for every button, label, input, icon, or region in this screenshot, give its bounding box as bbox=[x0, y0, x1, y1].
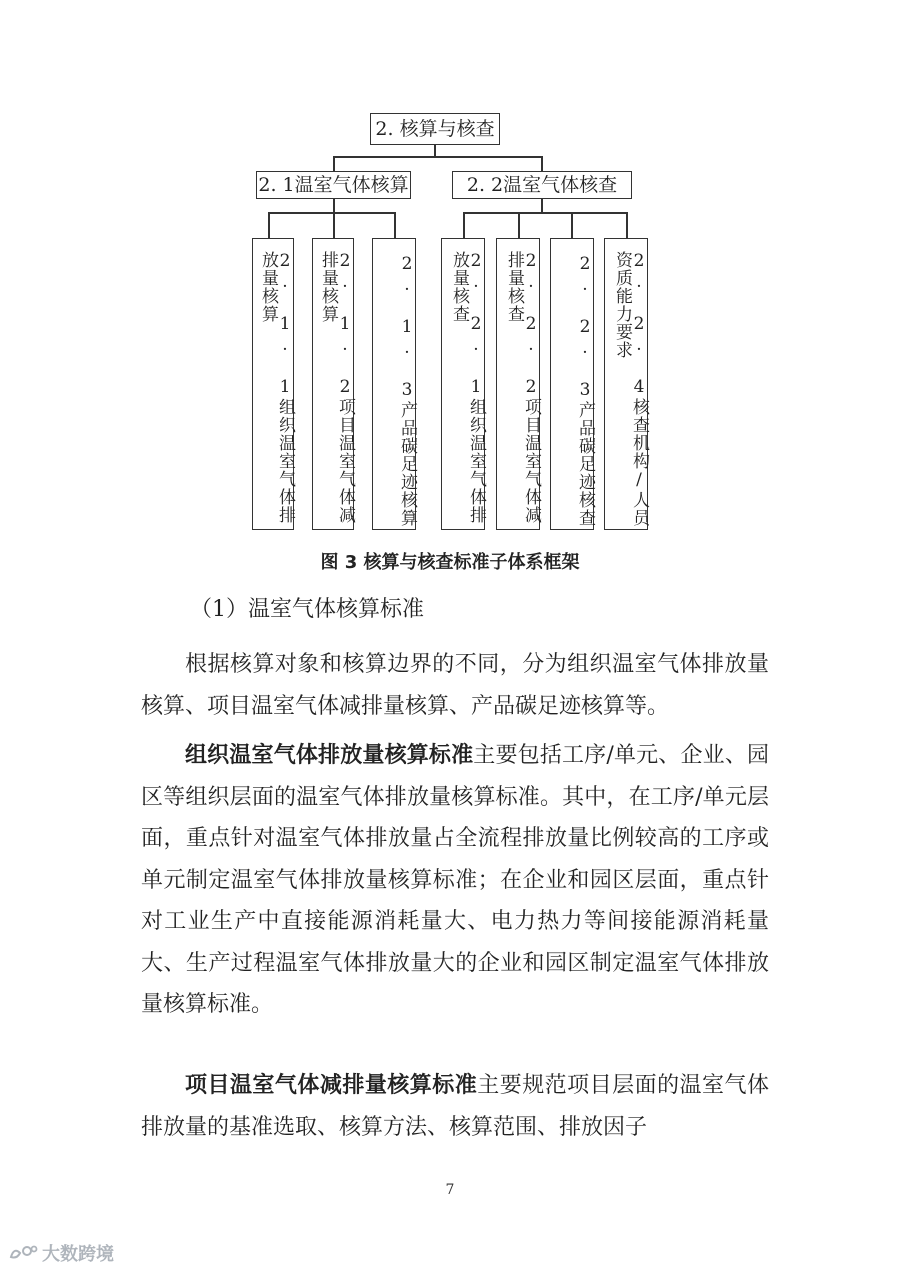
figure-caption: 图 3 核算与核查标准子体系框架 bbox=[320, 552, 580, 573]
watermark-text: 大数跨境 bbox=[42, 1244, 114, 1265]
section-heading: （1）温室气体核算标准 bbox=[190, 597, 424, 622]
paragraph-1-text: 根据核算对象和核算边界的不同，分为组织温室气体排放量核算、项目温室气体减排量核算、产品碳足迹核算等。 bbox=[141, 652, 769, 719]
paragraph-3 bbox=[141, 1065, 769, 1148]
connector bbox=[518, 212, 520, 238]
connector bbox=[394, 212, 396, 238]
connector bbox=[268, 212, 396, 214]
diagram-leaf-2-2-4: 2. 2. 4核查机构/人员资质能力要求 bbox=[604, 238, 648, 530]
connector bbox=[333, 156, 543, 158]
diagram-leaf-2-2-2: 2. 2. 2项目温室气体减排量核查 bbox=[496, 238, 540, 530]
connector bbox=[268, 212, 270, 238]
paragraph-3-body: 主要规范项目层面的温室气体排放量的基准选取、核算方法、核算范围、排放因子 bbox=[141, 1073, 769, 1140]
diagram-leaf-2-1-3: 2. 1. 3产品碳足迹核算 bbox=[372, 238, 416, 530]
connector bbox=[333, 156, 335, 171]
paragraph-3-text bbox=[141, 1065, 769, 1148]
paragraph-2-bold-lead: 组织温室气体排放量核算标准 bbox=[185, 743, 474, 768]
paragraph-2-body: 主要包括工序/单元、企业、园区等组织层面的温室气体排放量核算标准。其中，在工序/单元层面，重点针对温室气体排放量占全流程排放量比例较高的工序或单元制定温室气体排放量核算标准；在企业和园区层面，重点针对工业生产中直接能源消耗量大、电力热力等间接能源消耗量大、生产过程温室气体排放量大的企业和园区制定温室气体排放量核算标准。 bbox=[141, 743, 769, 1017]
connector bbox=[463, 212, 627, 214]
connector bbox=[463, 212, 465, 238]
connector bbox=[333, 199, 335, 213]
connector bbox=[333, 212, 335, 238]
diagram-root-node: 2. 核算与核查 bbox=[370, 113, 500, 145]
paragraph-3-bold-lead: 项目温室气体减排量核算标准 bbox=[185, 1073, 478, 1098]
paragraph-1 bbox=[141, 644, 769, 727]
diagram-leaf-2-1-1: 2. 1. 1组织温室气体排放量核算 bbox=[252, 238, 294, 530]
diagram-leaf-2-1-2: 2. 1. 2项目温室气体减排量核算 bbox=[312, 238, 354, 530]
diagram-leaf-2-2-1: 2. 2. 1组织温室气体排放量核查 bbox=[441, 238, 485, 530]
connector bbox=[541, 199, 543, 213]
connector bbox=[541, 156, 543, 171]
watermark-logo-icon bbox=[8, 1243, 38, 1263]
diagram-branch-verification: 2. 2温室气体核查 bbox=[452, 171, 632, 199]
page-number: 7 bbox=[445, 1182, 455, 1198]
watermark bbox=[8, 1240, 114, 1266]
connector bbox=[571, 212, 573, 238]
diagram-branch-accounting: 2. 1温室气体核算 bbox=[256, 171, 411, 199]
paragraph-2-text bbox=[141, 735, 769, 1026]
connector bbox=[626, 212, 628, 238]
paragraph-2 bbox=[141, 735, 769, 1026]
framework-diagram bbox=[0, 0, 900, 540]
diagram-leaf-2-2-3: 2. 2. 3产品碳足迹核查 bbox=[550, 238, 594, 530]
